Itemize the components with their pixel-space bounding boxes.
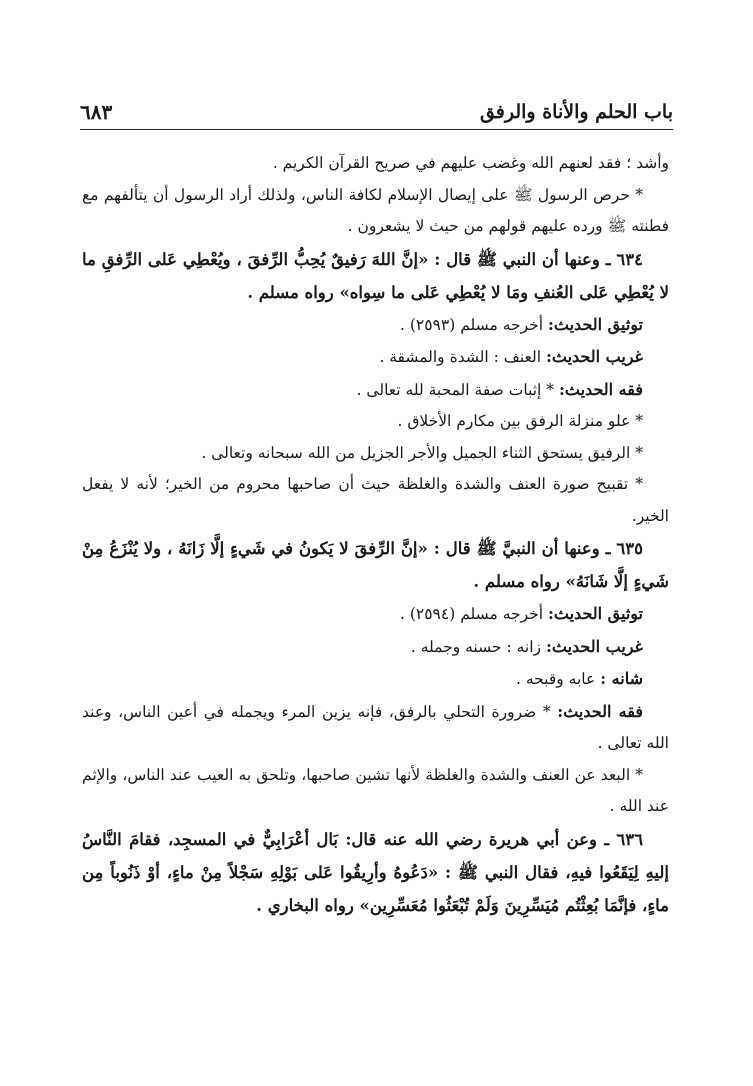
- page-header: [80, 95, 673, 130]
- section-label: توثيق الحديث:: [547, 314, 643, 334]
- paragraph: [82, 406, 669, 438]
- paragraph: [82, 663, 669, 696]
- hadith-635: [82, 532, 669, 598]
- paragraph-text: أخرجه مسلم (٢٥٩٤) .: [400, 605, 544, 623]
- paragraph-text: * الرفيق يستحق الثناء الجميل والأجر الجزيل من الله سبحانه وتعالى .: [201, 443, 643, 462]
- paragraph: [82, 341, 669, 374]
- hadith-text: ٦٣٥ ـ وعنها أن النبيَّ ﷺ قال : «إنَّ الرِّفقَ لا يَكونُ في شَيءٍ إلَّا زَانَهُ ، ولا يُنْزَعُ مِنْ شَيءٍ إلَّا شَانَهُ» رواه مسلم .: [82, 539, 669, 591]
- page-number: ٦٨٣: [80, 100, 113, 124]
- paragraph-text: * ضرورة التحلي بالرفق، فإنه يزين المرء ويجمله في أعين الناس، وعند الله تعالى .: [82, 702, 669, 752]
- section-label: شانه :: [600, 669, 643, 688]
- paragraph-text: * إثبات صفة المحبة لله تعالى .: [356, 380, 555, 399]
- chapter-title: باب الحلم والأناة والرفق: [479, 101, 673, 123]
- hadith-text: ٦٣٦ ـ وعن أبي هريرة رضي الله عنه قال: بَال أعْرَابِيٌّ في المسجِد، فقامَ النَّاسُ إليهِ لِيَقَعُوا فيهِ، فقال النبي ﷺ : «دَعُوهُ وأرِيقُوا عَلى بَوْلِهِ سَجْلاً مِنْ ماءٍ، أوْ ذَنُوباً مِن ماءٍ، فإنَّمَا بُعِثْتُم مُيَسِّرِينَ وَلَمْ تُبْعَثُوا مُعَسِّرِين» رواه البخاري .: [82, 829, 669, 915]
- paragraph-text: وأشد ؛ فقد لعنهم الله وغضب عليهم في صريح القرآن الكريم .: [272, 154, 669, 172]
- hadith-text: ٦٣٤ ـ وعنها أن النبي ﷺ قال : «إنَّ اللهَ رَفيقٌ يُحِبُّ الرِّفقَ ، ويُعْطِي عَلى الرِّفقِ ما لا يُعْطِي عَلى العُنفِ ومَا لا يُعْطِي عَلى ما سِواه» رواه مسلم .: [82, 249, 669, 302]
- hadith-636: [82, 823, 669, 922]
- paragraph: [82, 148, 669, 180]
- page-body: [82, 148, 669, 922]
- paragraph: [82, 631, 669, 664]
- paragraph: [82, 309, 669, 342]
- paragraph-text: * حرص الرسول ﷺ على إيصال الإسلام لكافة الناس، ولذلك أراد الرسول أن يتألفهم مع فطنته ﷺ ورده عليهم قولهم من حيث لا يشعرون .: [82, 185, 669, 235]
- paragraph-text: * تقبيح صورة العنف والشدة والغلظة حيث أن صاحبها محروم من الخير؛ لأنه لا يفعل الخير.: [82, 475, 669, 525]
- section-label: توثيق الحديث:: [547, 604, 643, 623]
- paragraph-text: عابه وقبحه .: [516, 670, 596, 688]
- paragraph: [82, 180, 669, 243]
- paragraph-text: أخرجه مسلم (٢٥٩٣) .: [400, 315, 544, 334]
- paragraph-text: زانه : حسنه وجمله .: [410, 637, 542, 656]
- hadith-634: [82, 243, 669, 309]
- paragraph: [82, 696, 669, 760]
- section-label: غريب الحديث:: [545, 347, 643, 366]
- section-label: فقه الحديث:: [558, 379, 643, 399]
- paragraph: [82, 760, 669, 823]
- section-label: غريب الحديث:: [545, 636, 643, 656]
- paragraph: [82, 374, 669, 407]
- paragraph: [82, 438, 669, 470]
- section-label: فقه الحديث:: [557, 701, 643, 721]
- paragraph: [82, 598, 669, 631]
- paragraph: [82, 469, 669, 532]
- paragraph-text: * علو منزلة الرفق بين مكارم الأخلاق .: [397, 412, 643, 430]
- paragraph-text: * البعد عن العنف والشدة والغلظة لأنها تشين صاحبها، وتلحق به العيب عند الناس، والإثم عند الله .: [82, 765, 669, 815]
- paragraph-text: العنف : الشدة والمشقة .: [379, 348, 542, 366]
